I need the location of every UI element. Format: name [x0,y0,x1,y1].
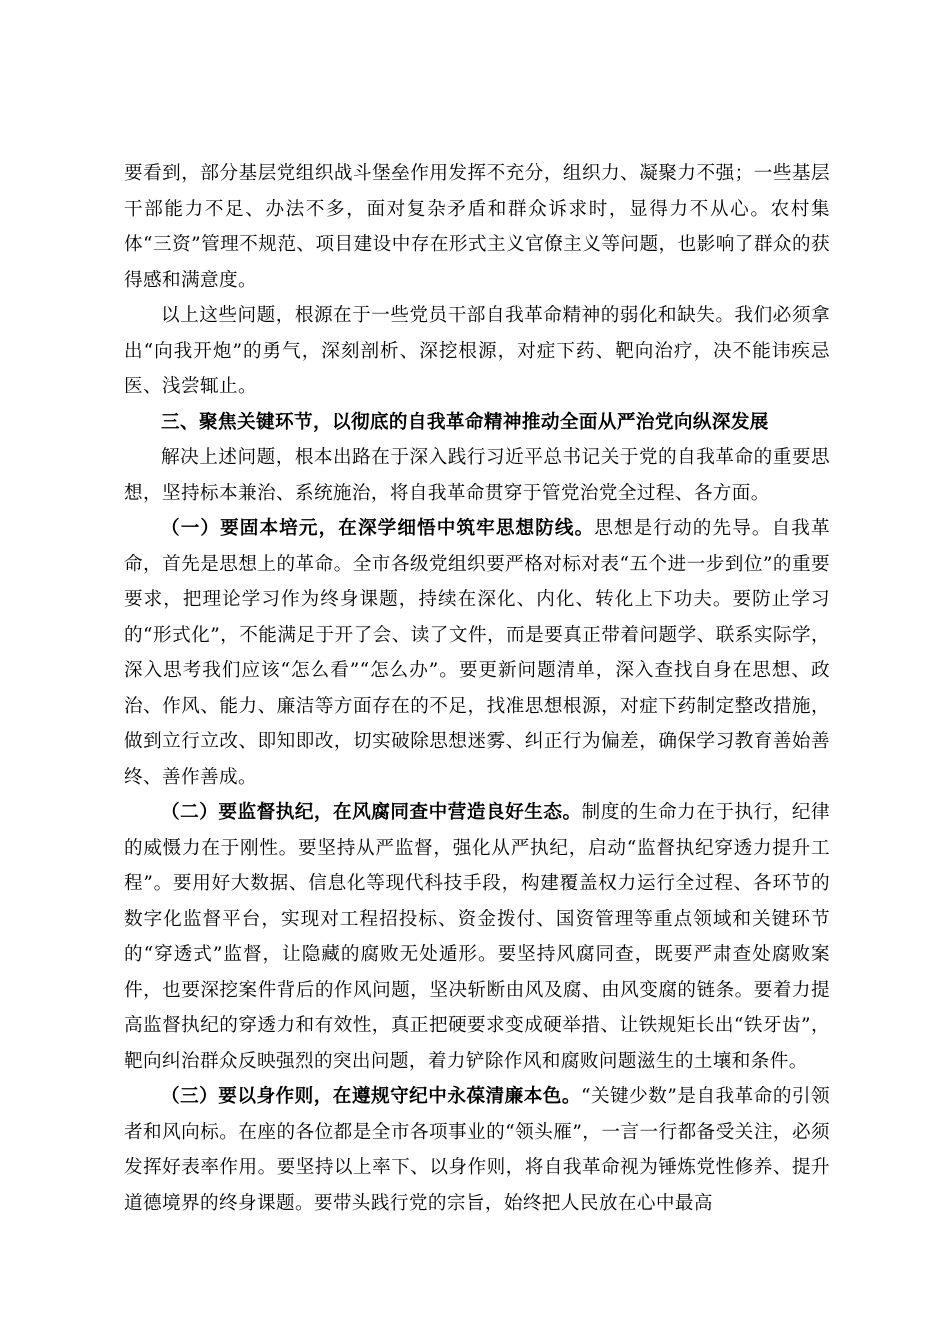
paragraph-text: “关键少数”是自我革命的引领者和风向标。在座的各位都是全市各项事业的“领头雁”，一言一行都备受关注，必须发挥好表率作用。要坚持以上率下、以身作则，将自我革命视为锤炼党性修养、提升道德境界的终身课题。要带头践行党的宗旨，始终把人民放在心中最高 [124,1086,830,1214]
paragraph-root-cause [124,298,830,405]
paragraph-point-2 [124,795,830,1079]
section-heading-3 [124,405,830,441]
paragraph-point-3 [124,1079,830,1221]
paragraph-lead: （二）要监督执纪，在风腐同查中营造良好生态。 [161,802,582,823]
paragraph-text: 思想是行动的先导。自我革命，首先是思想上的革命。全市各级党组织要严格对标对表“五个进一步到位”的重要要求，把理论学习作为终身课题，持续在深化、内化、转化上下功夫。要防止学习的“形式化”，不能满足于开了会、读了文件，而是要真正带着问题学、联系实际学，深入思考我们应该“怎么看”“怎么办”。要更新问题清单，深入查找自身在思想、政治、作风、能力、廉洁等方面存在的不足，找准思想根源，对症下药制定整改措施，做到立行立改、即知即改，切实破除思想迷雾、纠正行为偏差，确保学习教育善始善终、善作善成。 [124,518,830,788]
document-body [124,156,830,1221]
section-heading-text: 三、聚焦关键环节，以彻底的自我革命精神推动全面从严治党向纵深发展 [161,411,769,433]
paragraph-lead: （三）要以身作则，在遵规守纪中永葆清廉本色。 [161,1086,581,1107]
paragraph-text: 制度的生命力在于执行，纪律的威慑力在于刚性。要坚持从严监督，强化从严执纪，启动“监督执纪穿透力提升工程”。要用好大数据、信息化等现代科技手段，构建覆盖权力运行全过程、各环节的数字化监督平台，实现对工程招投标、资金拨付、国资管理等重点领域和关键环节的“穿透式”监督，让隐藏的腐败无处遁形。要坚持风腐同查，既要严肃查处腐败案件，也要深挖案件背后的作风问题，坚决斩断由风及腐、由风变腐的链条。要着力提高监督执纪的穿透力和有效性，真正把硬要求变成硬举措、让铁规矩长出“铁牙齿”，靶向纠治群众反映强烈的突出问题，着力铲除作风和腐败问题滋生的土壤和条件。 [124,802,830,1072]
paragraph-text: 解决上述问题，根本出路在于深入践行习近平总书记关于党的自我革命的重要思想，坚持标本兼治、系统施治，将自我革命贯穿于管党治党全过程、各方面。 [124,447,830,504]
paragraph-point-1 [124,511,830,795]
paragraph-continued [124,156,830,298]
paragraph-solution-intro [124,440,830,511]
paragraph-text: 要看到，部分基层党组织战斗堡垒作用发挥不充分，组织力、凝聚力不强；一些基层干部能力不足、办法不多，面对复杂矛盾和群众诉求时，显得力不从心。农村集体“三资”管理不规范、项目建设中存在形式主义官僚主义等问题，也影响了群众的获得感和满意度。 [124,163,830,291]
paragraph-lead: （一）要固本培元，在深学细悟中筑牢思想防线。 [161,518,595,539]
paragraph-text: 以上这些问题，根源在于一些党员干部自我革命精神的弱化和缺失。我们必须拿出“向我开炮”的勇气，深刻剖析、深挖根源，对症下药、靶向治疗，决不能讳疾忌医、浅尝辄止。 [124,305,830,397]
